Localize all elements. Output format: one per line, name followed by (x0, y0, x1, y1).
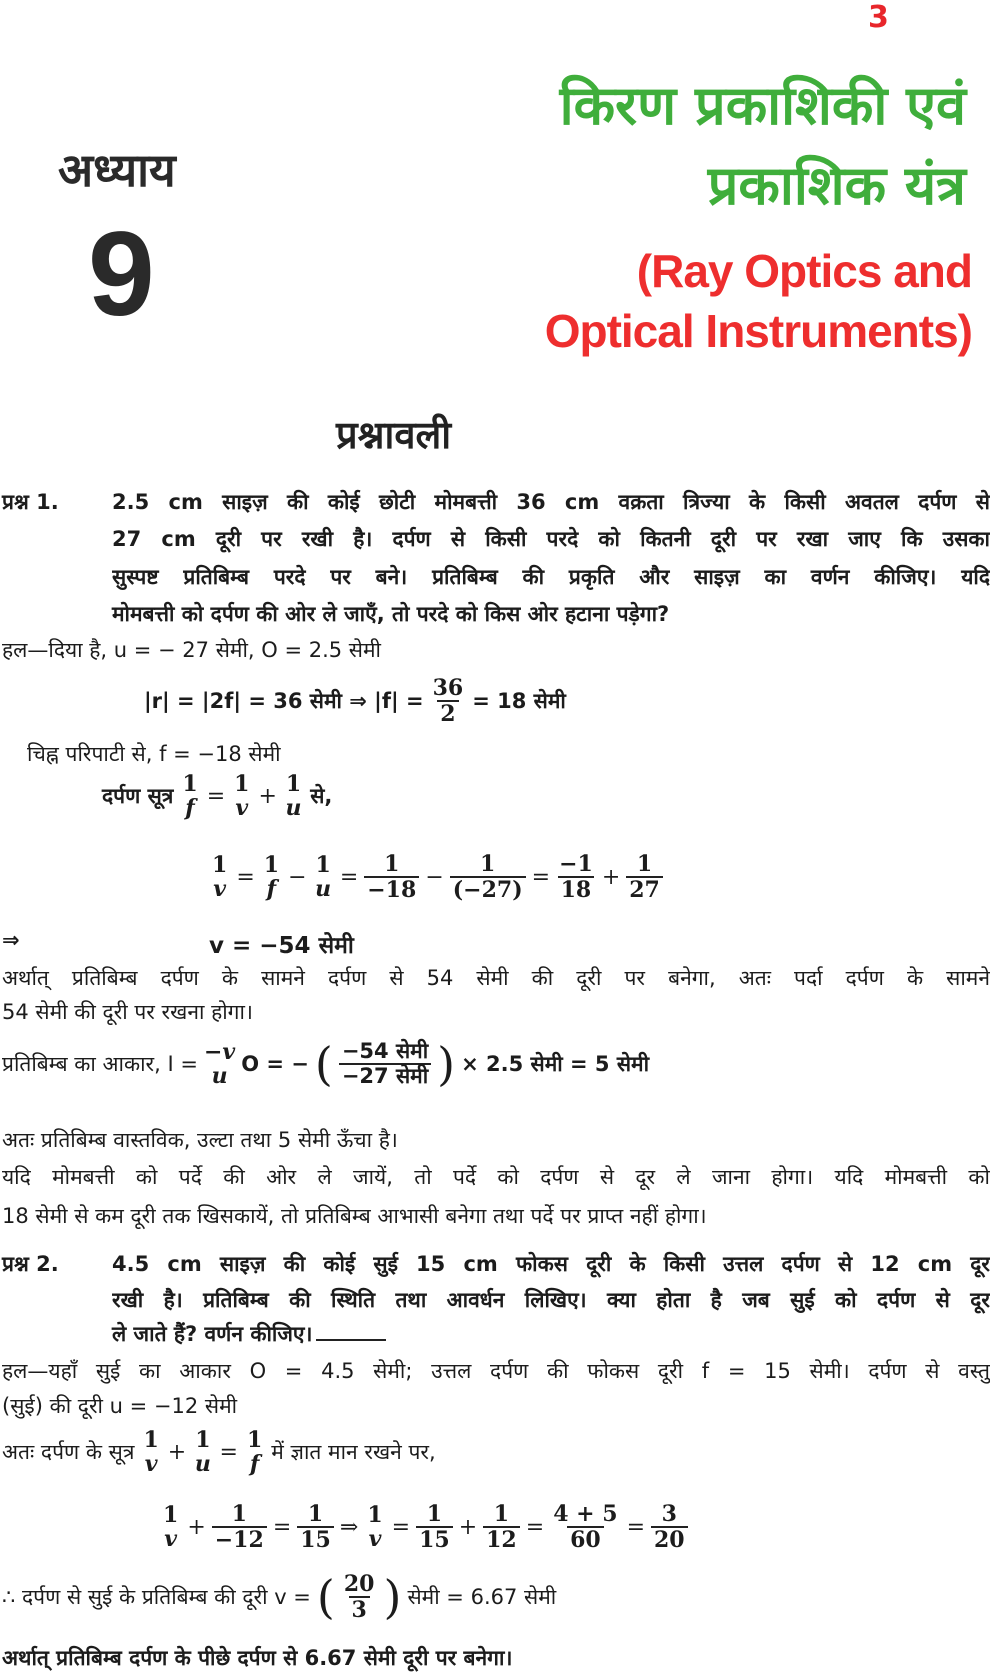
mirror-formula: दर्पण सूत्र 1 f = 1 v + 1 u से, (102, 771, 333, 822)
fraction: $\frac{1}{-12}$ (212, 1502, 267, 1552)
fraction: $\frac{\text{−54 सेमी}}{\text{−27 सेमी}}$ (339, 1040, 431, 1088)
question-2-line: 4.5 cm साइज़ की कोई सुई 15 cm फोकस दूरी के किसी उत्तल दर्पण से 12 cm दूर (112, 1252, 990, 1276)
fraction (430, 676, 467, 726)
numerator: 36 (432, 675, 464, 701)
fraction: 1 f (182, 771, 198, 822)
image-distance-result: v = −54 सेमी (209, 933, 354, 959)
fraction: 1 u (315, 852, 332, 903)
denominator: 2 (437, 700, 458, 726)
fraction: $\frac{20}{3}$ (343, 1571, 375, 1624)
chapter-title-english-line2: Optical Instruments) (544, 305, 972, 357)
fraction: $\frac{1}{12}$ (483, 1502, 520, 1552)
solution-1-note: यदि मोमबत्ती को पर्दे की ओर ले जायें, तो पर्दे को दर्पण से दूर ले जाना होगा। यदि मोमबत्ती को (2, 1165, 990, 1189)
mirror-formula-2: अतः दर्पण के सूत्र 1 v + 1 u = 1 f में ज्ञात मान रखने पर, (2, 1427, 436, 1478)
solution-1-given: हल—दिया है, u = − 27 सेमी, O = 2.5 सेमी (2, 638, 381, 662)
question-1-line: 2.5 cm साइज़ की कोई छोटी मोमबत्ती 36 cm वक्रता त्रिज्या के किसी अवतल दर्पण से (112, 490, 990, 514)
fraction: $\frac{-1}{18}$ (559, 851, 593, 904)
math-text: |r| = |2f| = 36 सेमी ⇒ |f| = (144, 689, 424, 714)
chapter-number: 9 (88, 207, 155, 341)
chapter-title-hindi-line1: किरण प्रकाशिकी एवं (559, 74, 966, 137)
fraction: 1 v (212, 852, 228, 903)
sign-convention: चिह्न परिपाटी से, f = −18 सेमी (27, 742, 281, 766)
fraction: 1 u (285, 771, 302, 822)
solution-2-given: हल—यहाँ सुई का आकार O = 4.5 सेमी; उत्तल दर्पण की फोकस दूरी f = 15 सेमी। दर्पण से वस्तु (2, 1359, 990, 1383)
fraction: $\frac{4 + 5}{60}$ (553, 1501, 618, 1554)
chapter-title-english-line1: (Ray Optics and (636, 245, 972, 297)
solution-2-meaning: अर्थात् प्रतिबिम्ब दर्पण के पीछे दर्पण से 6.67 सेमी दूरी पर बनेगा। (2, 1646, 513, 1670)
question-2-text: ले जाते हैं? वर्णन कीजिए। (112, 1322, 313, 1346)
implies-symbol: ⇒ (2, 928, 20, 952)
fraction: $\frac{1}{27}$ (626, 852, 663, 902)
fraction: −v u (203, 1039, 236, 1090)
substitution-equation-2: 1 v + $\frac{1}{-12}$ = $\frac{1}{15}$ ⇒ 1 v = $\frac{1}{15}$ + $\frac{1}{12}$ = $\frac{4 + 5}{60}$ = $\frac{3}{20}$ (160, 1502, 688, 1552)
math-text: = 18 सेमी (472, 689, 566, 714)
section-title: प्रश्नावली (336, 413, 452, 457)
solution-1-meaning: 54 सेमी की दूरी पर रखना होगा। (2, 1000, 253, 1024)
focal-length-equation (144, 676, 566, 726)
fraction: $\frac{1}{(-27)}$ (450, 852, 526, 902)
fraction: 1 v (163, 1502, 179, 1553)
chapter-label: अध्याय (58, 143, 176, 197)
fraction: 1 f (263, 852, 280, 903)
fraction: 1 v (234, 771, 250, 822)
math-text: दर्पण सूत्र (102, 784, 174, 809)
fraction: $\frac{1}{-18}$ (364, 852, 419, 902)
fraction: 1 v (367, 1502, 383, 1553)
image-size-equation: प्रतिबिम्ब का आकार, I = −v u O = − ( $\frac{\text{−54 सेमी}}{\text{−27 सेमी}}$ ) × 2.5 सेमी = 5 सेमी (2, 1037, 650, 1092)
fraction: $\frac{1}{15}$ (416, 1502, 453, 1552)
fraction: $\frac{3}{20}$ (651, 1502, 688, 1552)
question-1-label: प्रश्न 1. (2, 490, 59, 514)
solution-1-note: 18 सेमी से कम दूरी तक खिसकायें, तो प्रतिबिम्ब आभासी बनेगा तथा पर्दे पर प्राप्त नहीं होगा। (2, 1204, 707, 1228)
chapter-title-hindi-line2: प्रकाशिक यंत्र (707, 154, 966, 217)
fraction: 1 f (246, 1427, 263, 1478)
underline-divider (316, 1339, 386, 1341)
page-number: 3 (868, 0, 889, 35)
question-1-line: 27 cm दूरी पर रखी है। दर्पण से किसी परदे को कितनी दूरी पर रखा जाए कि उसका (112, 527, 990, 551)
question-1-line: सुस्पष्ट प्रतिबिम्ब परदे पर बने। प्रतिबिम्ब की प्रकृति और साइज़ का वर्णन कीजिए। यदि (112, 565, 990, 589)
question-2-label: प्रश्न 2. (2, 1252, 59, 1276)
question-1-line: मोमबत्ती को दर्पण की ओर ले जाएँ, तो परदे को किस ओर हटाना पड़ेगा? (112, 602, 670, 626)
fraction: 1 v (143, 1427, 159, 1478)
solution-1-conclusion: अतः प्रतिबिम्ब वास्तविक, उल्टा तथा 5 सेमी ऊँचा है। (2, 1128, 398, 1152)
solution-2-given: (सुई) की दूरी u = −12 सेमी (2, 1394, 238, 1418)
solution-1-meaning: अर्थात् प्रतिबिम्ब दर्पण के सामने दर्पण से 54 सेमी की दूरी पर बनेगा, अतः पर्दा दर्पण के सामने (2, 966, 990, 990)
fraction: $\frac{1}{15}$ (297, 1502, 334, 1552)
image-distance-equation-2: ∴ दर्पण से सुई के प्रतिबिम्ब की दूरी v = ( $\frac{20}{3}$ ) सेमी = 6.67 सेमी (2, 1570, 557, 1625)
question-2-line (112, 1320, 386, 1348)
fraction: 1 u (194, 1427, 211, 1478)
question-2-line: रखी है। प्रतिबिम्ब की स्थिति तथा आवर्धन लिखिए। क्या होता है जब सुई को दर्पण से दूर (112, 1288, 990, 1312)
substitution-equation: 1 v = 1 f − 1 u = $\frac{1}{-18}$ − $\frac{1}{(-27)}$ = $\frac{-1}{18}$ + $\frac{1}{27}$ (209, 852, 663, 902)
